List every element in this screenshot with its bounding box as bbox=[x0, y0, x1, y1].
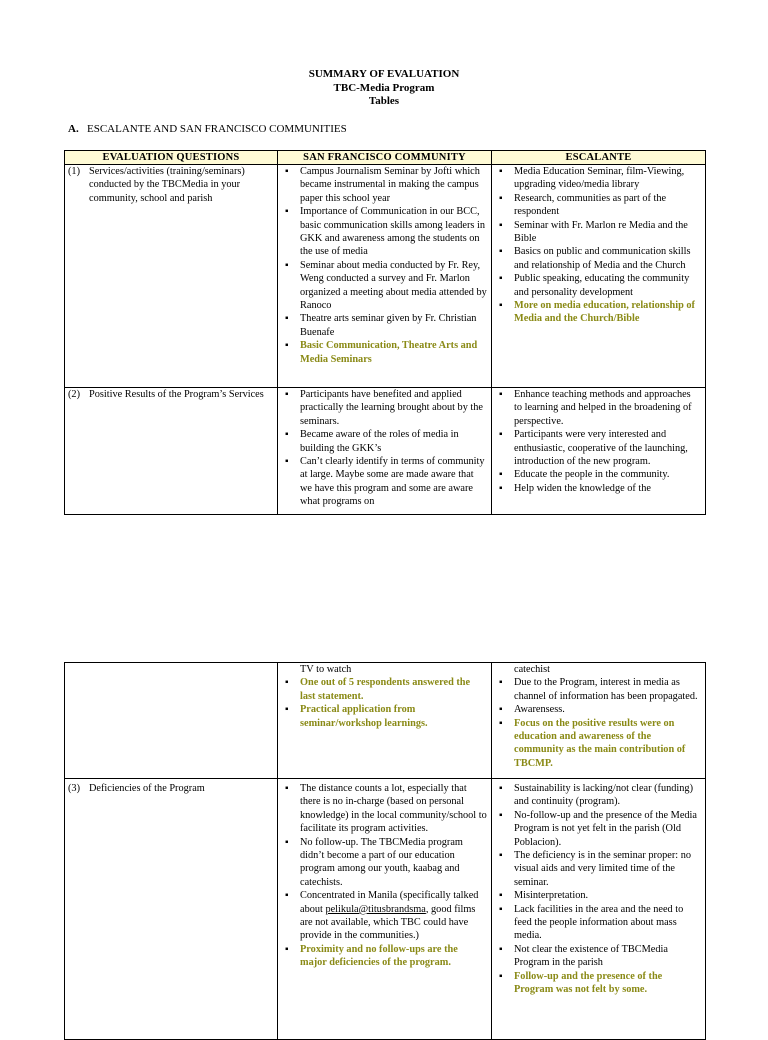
list-item: ▪ Educate the people in the community. bbox=[499, 468, 701, 481]
table-row-q1 bbox=[65, 165, 706, 388]
summary-highlight: ▪ Focus on the positive results were on education and awareness of the community as the main contribution of TBCMP. bbox=[499, 717, 701, 771]
title-line-1: SUMMARY OF EVALUATION bbox=[308, 68, 460, 80]
list-item: ▪ Can’t clearly identify in terms of community at large. Maybe some are made aware that we have this program and some are aware what programs on bbox=[285, 455, 487, 509]
list-item: ▪ Seminar about media conducted by Fr. Rey, Weng conducted a survey and Fr. Marlon organized a meeting about media attended by Ranoco bbox=[285, 259, 487, 313]
list-item: ▪ Theatre arts seminar given by Fr. Christian Buenafe bbox=[285, 312, 487, 339]
list-item: ▪ Seminar with Fr. Marlon re Media and the Bible bbox=[499, 219, 701, 246]
list-item: ▪ Participants have benefited and applied practically the learning brought about by the seminars. bbox=[285, 388, 487, 428]
list-item: ▪ Due to the Program, interest in media as channel of information has been propagated. bbox=[499, 676, 701, 703]
question-cell bbox=[65, 165, 278, 388]
manila-text-end: , good films are not available, which TBC could have provide in the communities.) bbox=[300, 903, 476, 942]
list-item: ▪ Not clear the existence of TBCMedia Program in the parish bbox=[499, 943, 701, 970]
question-text: Deficiencies of the Program bbox=[89, 783, 205, 794]
summary-highlight: ▪ Follow-up and the presence of the Program was not felt by some. bbox=[499, 970, 701, 997]
list-item: ▪ Became aware of the roles of media in building the GKK’s bbox=[285, 428, 487, 455]
list-item: ▪ Basics on public and communication skills and relationship of Media and the Church bbox=[499, 245, 701, 272]
list-item: ▪ Sustainability is lacking/not clear (funding) and continuity (program). bbox=[499, 782, 701, 809]
list-item: ▪ Lack facilities in the area and the need to feed the people information about mass media. bbox=[499, 903, 701, 943]
list-item-continued: catechist bbox=[514, 664, 551, 675]
question-cell bbox=[65, 663, 278, 779]
table-row-q2-continued bbox=[65, 663, 706, 779]
title-line-3: Tables bbox=[368, 95, 400, 107]
summary-highlight: ▪ More on media education, relationship of Media and the Church/Bible bbox=[499, 299, 701, 326]
section-heading bbox=[68, 123, 347, 135]
section-letter: A. bbox=[68, 123, 79, 135]
evaluation-table-part-1 bbox=[64, 150, 706, 515]
manila-text-start: Concentrated in Manila (specifically talked about bbox=[300, 890, 479, 915]
question-text: Positive Results of the Program’s Services bbox=[89, 389, 264, 400]
escalante-cell bbox=[492, 779, 706, 1040]
question-cell bbox=[65, 388, 278, 515]
list-item: ▪ Importance of Communication in our BCC, basic communication skills among leaders in GKK and awareness among the students on the use of media bbox=[285, 205, 487, 259]
san-francisco-cell bbox=[278, 779, 492, 1040]
header-san-francisco: SAN FRANCISCO COMMUNITY bbox=[278, 151, 492, 165]
summary-highlight: ▪ Practical application from seminar/workshop learnings. bbox=[285, 703, 487, 730]
section-label: ESCALANTE AND SAN FRANCISCO COMMUNITIES bbox=[87, 123, 347, 135]
list-item: ▪ Help widen the knowledge of the bbox=[499, 482, 701, 495]
pelikula-link[interactable]: pelikula@titusbrandsma bbox=[325, 903, 426, 915]
summary-highlight: ▪ Proximity and no follow-ups are the major deficiencies of the program. bbox=[285, 943, 487, 970]
list-item: ▪ The distance counts a lot, especially that there is no in-charge (based on personal knowledge) in the local community/school to facilitate its program activities. bbox=[285, 782, 487, 836]
list-item: ▪ No follow-up. The TBCMedia program didn’t become a part of our education program among our youth, kaabag and catechists. bbox=[285, 836, 487, 890]
list-item bbox=[285, 889, 487, 943]
header-escalante: ESCALANTE bbox=[492, 151, 706, 165]
list-item: ▪ Research, communities as part of the respondent bbox=[499, 192, 701, 219]
list-item: ▪ Participants were very interested and enthusiastic, cooperative of the launching, introduction of the new program. bbox=[499, 428, 701, 468]
list-item: ▪ The deficiency is in the seminar proper: no visual aids and very limited time of the seminar. bbox=[499, 849, 701, 889]
question-number: (1) bbox=[68, 166, 81, 177]
list-item: ▪ Awarensess. bbox=[499, 703, 701, 716]
list-item: ▪ Public speaking, educating the community and personality development bbox=[499, 272, 701, 299]
table-row-q3 bbox=[65, 779, 706, 1040]
list-item: ▪ Campus Journalism Seminar by Jofti which became instrumental in making the campus paper this school year bbox=[285, 165, 487, 205]
document-title bbox=[0, 68, 768, 109]
question-number: (2) bbox=[68, 389, 81, 400]
san-francisco-cell bbox=[278, 663, 492, 779]
table-header-row bbox=[65, 151, 706, 165]
summary-highlight: ▪ Basic Communication, Theatre Arts and Media Seminars bbox=[285, 339, 487, 366]
list-item: ▪ Media Education Seminar, film-Viewing, upgrading video/media library bbox=[499, 165, 701, 192]
question-text: Services/activities (training/seminars) conducted by the TBCMedia in your community, school and parish bbox=[89, 166, 245, 204]
evaluation-table-part-2 bbox=[64, 662, 706, 1040]
san-francisco-cell bbox=[278, 165, 492, 388]
san-francisco-cell bbox=[278, 388, 492, 515]
escalante-cell bbox=[492, 165, 706, 388]
list-item: ▪ Enhance teaching methods and approaches to learning and helped in the broadening of perspective. bbox=[499, 388, 701, 428]
header-evaluation-questions: EVALUATION QUESTIONS bbox=[65, 151, 278, 165]
question-cell bbox=[65, 779, 278, 1040]
list-item-continued: TV to watch bbox=[300, 664, 352, 675]
question-number: (3) bbox=[68, 783, 81, 794]
escalante-cell bbox=[492, 388, 706, 515]
title-line-2: TBC-Media Program bbox=[333, 81, 435, 94]
table-row-q2 bbox=[65, 388, 706, 515]
list-item: ▪ Misinterpretation. bbox=[499, 889, 701, 902]
list-item: ▪ No-follow-up and the presence of the Media Program is not yet felt in the parish (Old Poblacion). bbox=[499, 809, 701, 849]
summary-highlight: ▪ One out of 5 respondents answered the last statement. bbox=[285, 676, 487, 703]
escalante-cell bbox=[492, 663, 706, 779]
